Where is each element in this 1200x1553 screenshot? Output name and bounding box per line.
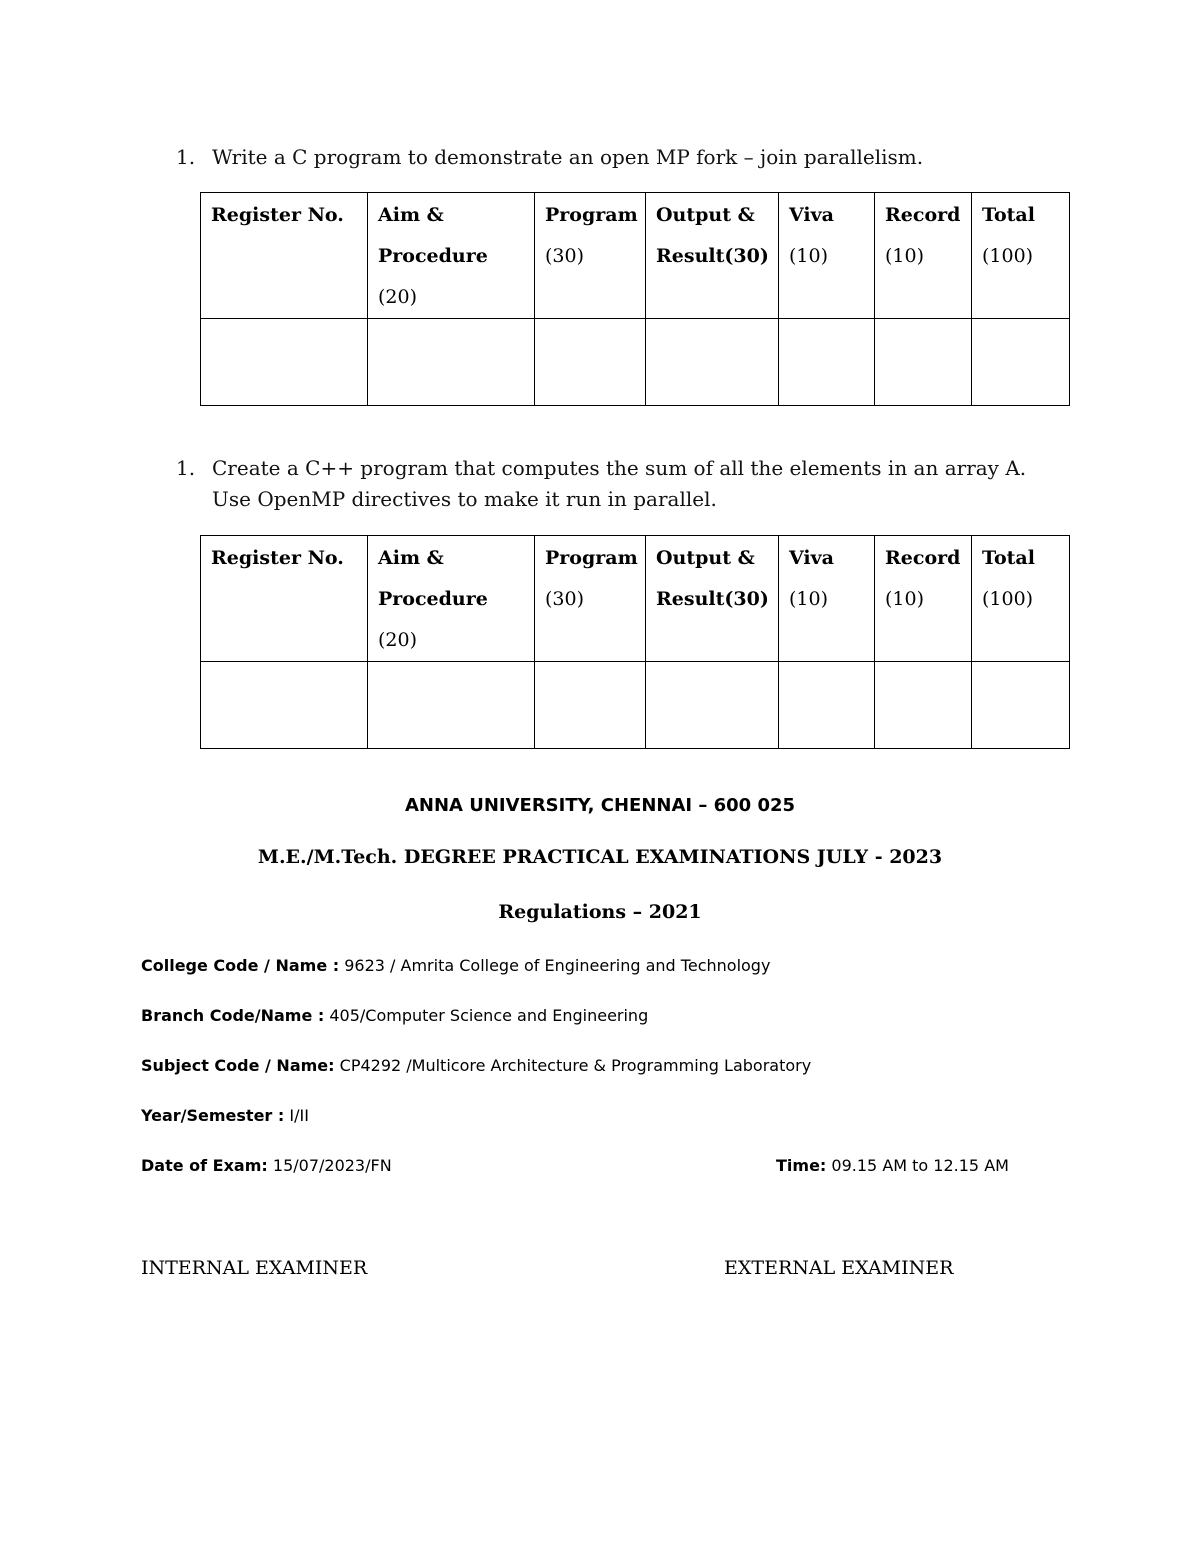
header-total: Total (100) [972,193,1070,319]
cell-program[interactable] [535,662,646,749]
header-record: Record (10) [875,193,972,319]
college-line [141,956,770,975]
university-title: ANNA UNIVERSITY, CHENNAI – 600 025 [404,795,796,816]
year-label: Year/Semester : [141,1106,285,1125]
time-label: Time: [776,1156,827,1175]
marks-entry-row [201,319,1070,406]
exam-title: M.E./M.Tech. DEGREE PRACTICAL EXAMINATIONS JULY - 2023 [257,846,943,868]
question-1-number: 1. [176,145,196,169]
internal-examiner: INTERNAL EXAMINER [141,1257,368,1279]
marks-table-1 [200,192,1070,406]
header-register-no: Register No. [201,536,368,662]
question-2-number: 1. [176,456,196,480]
marks-table-header-row [201,536,1070,662]
cell-register-no[interactable] [201,662,368,749]
header-output-result: Output & Result(30) [646,536,779,662]
header-viva: Viva (10) [779,536,875,662]
header-program: Program (30) [535,536,646,662]
cell-program[interactable] [535,319,646,406]
cell-output-result[interactable] [646,319,779,406]
cell-total[interactable] [972,319,1070,406]
date-line [141,1156,392,1175]
cell-output-result[interactable] [646,662,779,749]
date-value: 15/07/2023/FN [272,1156,392,1175]
college-value: 9623 / Amrita College of Engineering and Technology [344,956,771,975]
header-record: Record (10) [875,536,972,662]
subject-line [141,1056,811,1075]
question-1-text: Write a C program to demonstrate an open MP fork – join parallelism. [212,145,924,169]
header-aim-procedure: Aim & Procedure (20) [368,193,535,319]
header-program: Program (30) [535,193,646,319]
marks-entry-row [201,662,1070,749]
marks-table-header-row [201,193,1070,319]
cell-record[interactable] [875,662,972,749]
cell-record[interactable] [875,319,972,406]
external-examiner: EXTERNAL EXAMINER [724,1257,954,1279]
header-total: Total (100) [972,536,1070,662]
year-value: I/II [289,1106,309,1125]
header-aim-procedure: Aim & Procedure (20) [368,536,535,662]
cell-aim-procedure[interactable] [368,662,535,749]
time-value: 09.15 AM to 12.15 AM [831,1156,1009,1175]
question-2 [176,453,1036,515]
date-label: Date of Exam: [141,1156,268,1175]
cell-viva[interactable] [779,319,875,406]
header-output-result: Output & Result(30) [646,193,779,319]
header-register-no: Register No. [201,193,368,319]
header-viva: Viva (10) [779,193,875,319]
college-label: College Code / Name : [141,956,340,975]
cell-register-no[interactable] [201,319,368,406]
regulations: Regulations – 2021 [498,901,702,923]
cell-total[interactable] [972,662,1070,749]
question-2-text: Create a C++ program that computes the sum of all the elements in an array A. Use OpenMP directives to make it run in parallel. [212,456,1027,511]
question-1 [176,142,1036,173]
year-line [141,1106,309,1125]
time-line [776,1156,1009,1175]
subject-label: Subject Code / Name: [141,1056,335,1075]
branch-line [141,1006,648,1025]
cell-viva[interactable] [779,662,875,749]
cell-aim-procedure[interactable] [368,319,535,406]
branch-value: 405/Computer Science and Engineering [329,1006,649,1025]
marks-table-2 [200,535,1070,749]
subject-value: CP4292 /Multicore Architecture & Programming Laboratory [339,1056,812,1075]
branch-label: Branch Code/Name : [141,1006,325,1025]
